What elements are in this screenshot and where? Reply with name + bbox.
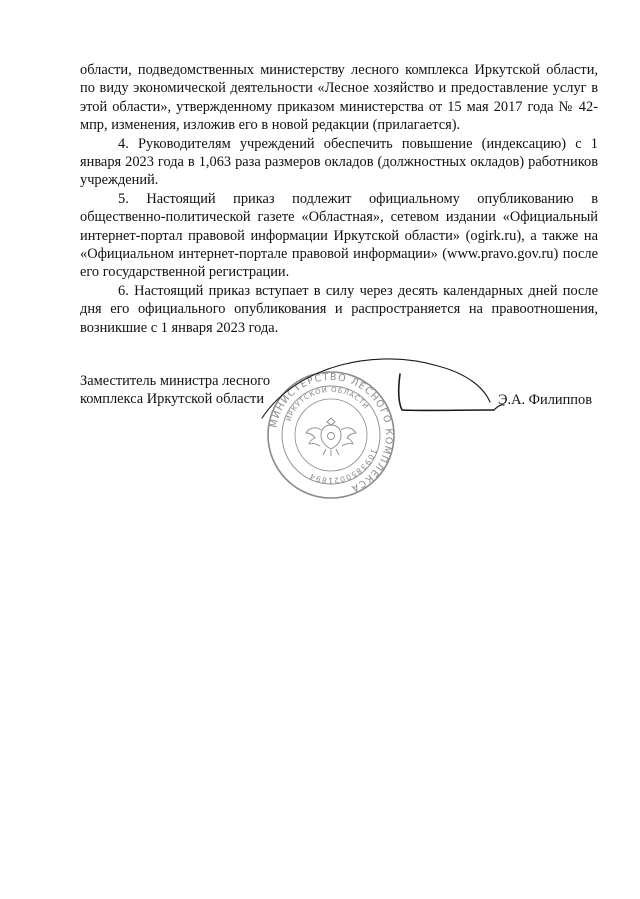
signer-position-line-2: комплекса Иркутской области [80, 391, 265, 408]
paragraph-continuation: области, подведомственных министерству лесного комплекса Иркутской области, по виду экономической деятельности «Лесное хозяйство и предоставление услуг в этой области», утвержденному приказом министерства от 15 мая 2017 года № 42-мпр, изменения, изложив его в новой редакции (прилагается). [80, 62, 598, 134]
signature-stroke [399, 374, 494, 410]
document-body [80, 61, 598, 337]
paragraph-item-6: 6. Настоящий приказ вступает в силу через десять календарных дней после дня его официального опубликования и распространяется на правоотношения, возникшие с 1 января 2023 года. [80, 282, 598, 336]
handwritten-signature [258, 344, 518, 424]
stamp-outer-text: МИНИСТЕРСТВО ЛЕСНОГО КОМПЛЕКСА [268, 371, 395, 495]
stamp-number-text: 1093850021894 [307, 447, 379, 486]
stamp-inner-text: ИРКУТСКОЙ ОБЛАСТИ [284, 385, 371, 423]
paragraph-item-4: 4. Руководителям учреждений обеспечить повышение (индексацию) с 1 января 2023 года в 1,063 раза размеров окладов (должностных окладов) работников учреждений. [80, 135, 598, 189]
signature-arc [262, 359, 490, 418]
signer-position-line-1: Заместитель министра лесного [80, 373, 271, 389]
paragraph-item-5: 5. Настоящий приказ подлежит официальному опубликованию в общественно-политической газете «Областная», сетевом издании «Официальный интернет-портал правовой информации Иркутской области» (ogirk.ru), а также на «Официальном интернет-портале правовой информации» (www.pravo.gov.ru) после его государственной регистрации. [80, 190, 598, 281]
signer-name: Э.А. Филиппов [497, 392, 592, 408]
